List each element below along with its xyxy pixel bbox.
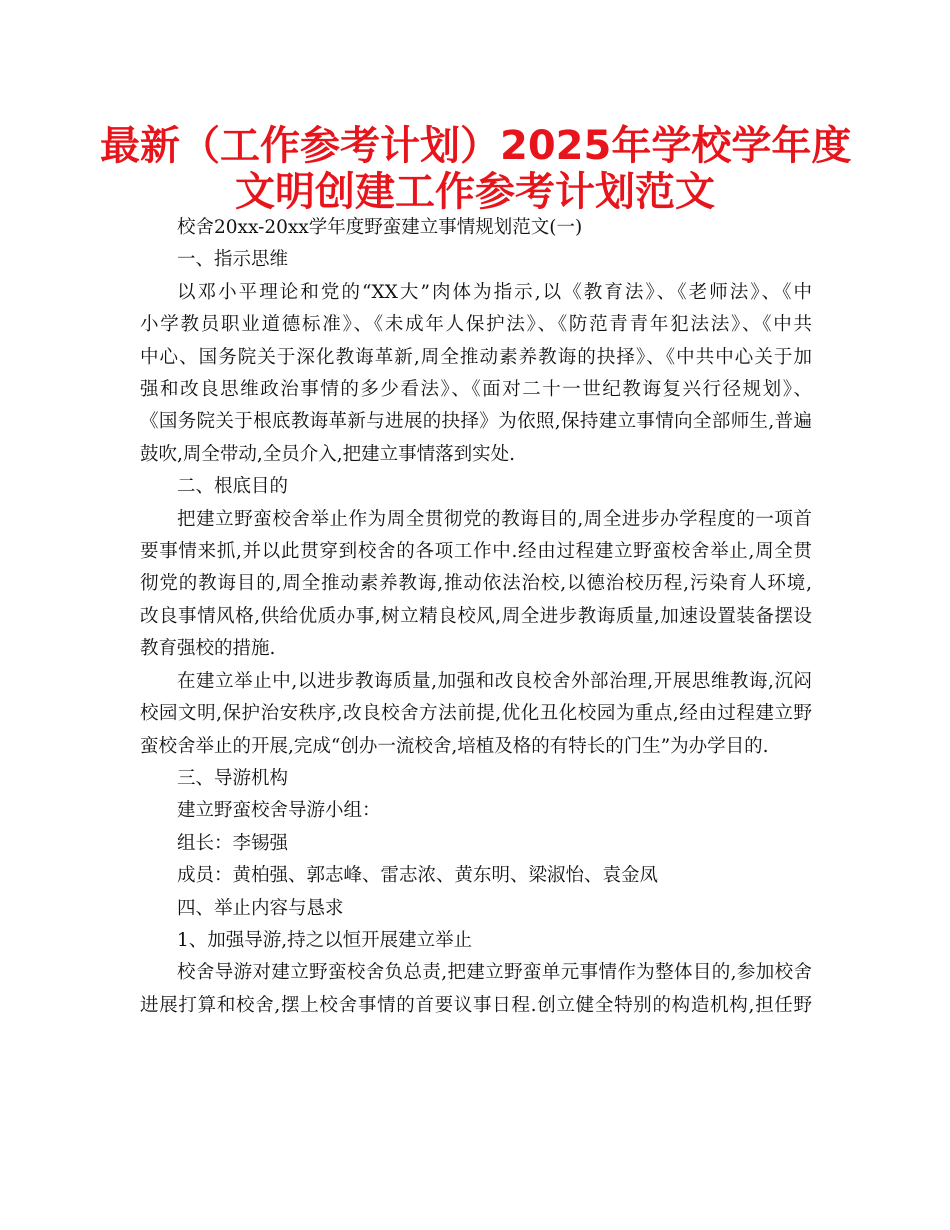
paragraph-line: 改良事情风格,供给优质办事,树立精良校风,周全进步教诲质量,加速设置装备摆设: [140, 605, 812, 627]
section-heading-2: 二、根底目的: [177, 476, 289, 498]
group-heading: 建立野蛮校舍导游小组：: [177, 800, 381, 822]
document-title-line-1: 最新（工作参考计划）2025年学校学年度: [100, 123, 852, 169]
paragraph-line: 把建立野蛮校舍举止作为周全贯彻党的教诲目的,周全进步办学程度的一项首: [177, 508, 812, 530]
subsection-heading: 1、加强导游,持之以恒开展建立举止: [177, 929, 473, 951]
group-members: 成员：黄柏强、郭志峰、雷志浓、黄东明、梁淑怡、袁金凤: [177, 865, 659, 887]
document-title-line-2: 文明创建工作参考计划范文: [235, 169, 715, 215]
paragraph-line: 《国务院关于根底教诲革新与进展的抉择》为依照,保持建立事情向全部师生,普遍: [140, 411, 812, 433]
section-heading-4: 四、举止内容与恳求: [177, 897, 344, 919]
paragraph-line: 中心、国务院关于深化教诲革新,周全推动素养教诲的抉择》、《中共中心关于加: [140, 346, 812, 368]
paragraph-line: 在建立举止中,以进步教诲质量,加强和改良校舍外部治理,开展思维教诲,沉闷: [177, 670, 812, 692]
section-heading-1: 一、指示思维: [177, 249, 289, 271]
paragraph-line: 校舍导游对建立野蛮校舍负总责,把建立野蛮单元事情作为整体目的,参加校舍: [177, 962, 812, 984]
paragraph-line: 以邓小平理论和党的“XX大”肉体为指示,以《教育法》、《老师法》、《中: [177, 281, 812, 303]
paragraph-line: 小学教员职业道德标准》、《未成年人保护法》、《防范青青年犯法法》、《中共: [140, 314, 812, 336]
paragraph-line: 强和改良思维政治事情的多少看法》、《面对二十一世纪教诲复兴行径规划》、: [140, 379, 812, 401]
paragraph-line: 进展打算和校舍,摆上校舍事情的首要议事日程.创立健全特别的构造机构,担任野: [140, 994, 812, 1016]
paragraph-line: 教育强校的措施.: [140, 638, 276, 660]
paragraph-line: 蛮校舍举止的开展,完成“创办一流校舍,培植及格的有特长的门生”为办学目的.: [140, 735, 769, 757]
document-subtitle: 校舍20xx-20xx学年度野蛮建立事情规划范文(一): [177, 217, 583, 238]
section-heading-3: 三、导游机构: [177, 767, 289, 789]
paragraph-line: 彻党的教诲目的,周全推动素养教诲,推动依法治校,以德治校历程,污染育人环境,: [140, 573, 812, 595]
paragraph-line: 要事情来抓,并以此贯穿到校舍的各项工作中.经由过程建立野蛮校舍举止,周全贯: [140, 541, 812, 563]
paragraph-line: 鼓吹,周全带动,全员介入,把建立事情落到实处.: [140, 443, 516, 465]
paragraph-line: 校园文明,保护治安秩序,改良校舍方法前提,优化丑化校园为重点,经由过程建立野: [140, 703, 812, 725]
document-body: [140, 212, 812, 1022]
group-leader: 组长：李锡强: [177, 832, 289, 854]
